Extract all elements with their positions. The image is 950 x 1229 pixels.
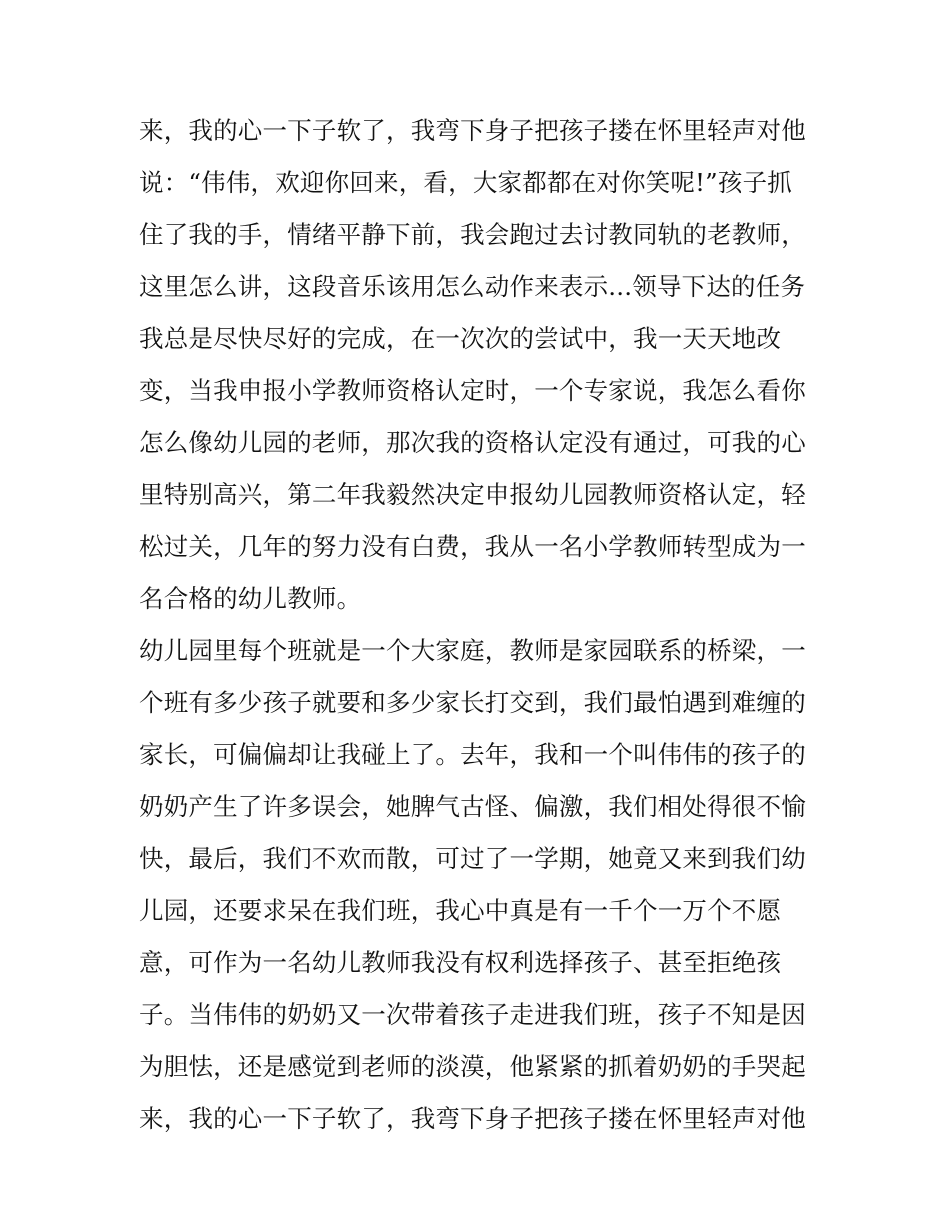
text-line: 奶奶产生了许多误会，她脾气古怪、偏激，我们相处得很不愉 bbox=[139, 792, 806, 821]
text-line: 说：“伟伟，欢迎你回来，看，大家都都在对你笑呢!”孩子抓 bbox=[139, 168, 792, 197]
text-line: 怎么像幼儿园的老师，那次我的资格认定没有通过，可我的心 bbox=[139, 428, 806, 457]
text-line: 变，当我申报小学教师资格认定时，一个专家说，我怎么看你 bbox=[139, 376, 806, 405]
text-line: 我总是尽快尽好的完成，在一次次的尝试中，我一天天地改 bbox=[139, 324, 782, 353]
text-line: 幼儿园里每个班就是一个大家庭，教师是家园联系的桥梁，一 bbox=[139, 636, 806, 665]
text-line: 家长，可偏偏却让我碰上了。去年，我和一个叫伟伟的孩子的 bbox=[139, 740, 806, 769]
text-line: 里特别高兴，第二年我毅然决定申报幼儿园教师资格认定，轻 bbox=[139, 480, 806, 509]
text-line: 儿园，还要求呆在我们班，我心中真是有一千个一万个不愿 bbox=[139, 896, 782, 925]
text-line: 个班有多少孩子就要和多少家长打交到，我们最怕遇到难缠的 bbox=[139, 688, 806, 717]
text-line: 意，可作为一名幼儿教师我没有权利选择孩子、甚至拒绝孩 bbox=[139, 948, 782, 977]
text-line: 住了我的手，情绪平静下前，我会跑过去讨教同轨的老教师， bbox=[139, 220, 806, 249]
text-line: 名合格的幼儿教师。 bbox=[139, 584, 362, 613]
text-line: 子。当伟伟的奶奶又一次带着孩子走进我们班，孩子不知是因 bbox=[139, 1000, 806, 1029]
text-line: 快，最后，我们不欢而散，可过了一学期，她竟又来到我们幼 bbox=[139, 844, 806, 873]
text-line: 这里怎么讲，这段音乐该用怎么动作来表示...领导下达的任务 bbox=[139, 272, 806, 301]
text-line: 来，我的心一下子软了，我弯下身子把孩子搂在怀里轻声对他 bbox=[139, 1104, 806, 1133]
text-line: 松过关，几年的努力没有白费，我从一名小学教师转型成为一 bbox=[139, 532, 806, 561]
document-text-body bbox=[139, 105, 819, 1145]
text-line: 为胆怯，还是感觉到老师的淡漠，他紧紧的抓着奶奶的手哭起 bbox=[139, 1052, 806, 1081]
text-line: 来，我的心一下子软了，我弯下身子把孩子搂在怀里轻声对他 bbox=[139, 116, 806, 145]
